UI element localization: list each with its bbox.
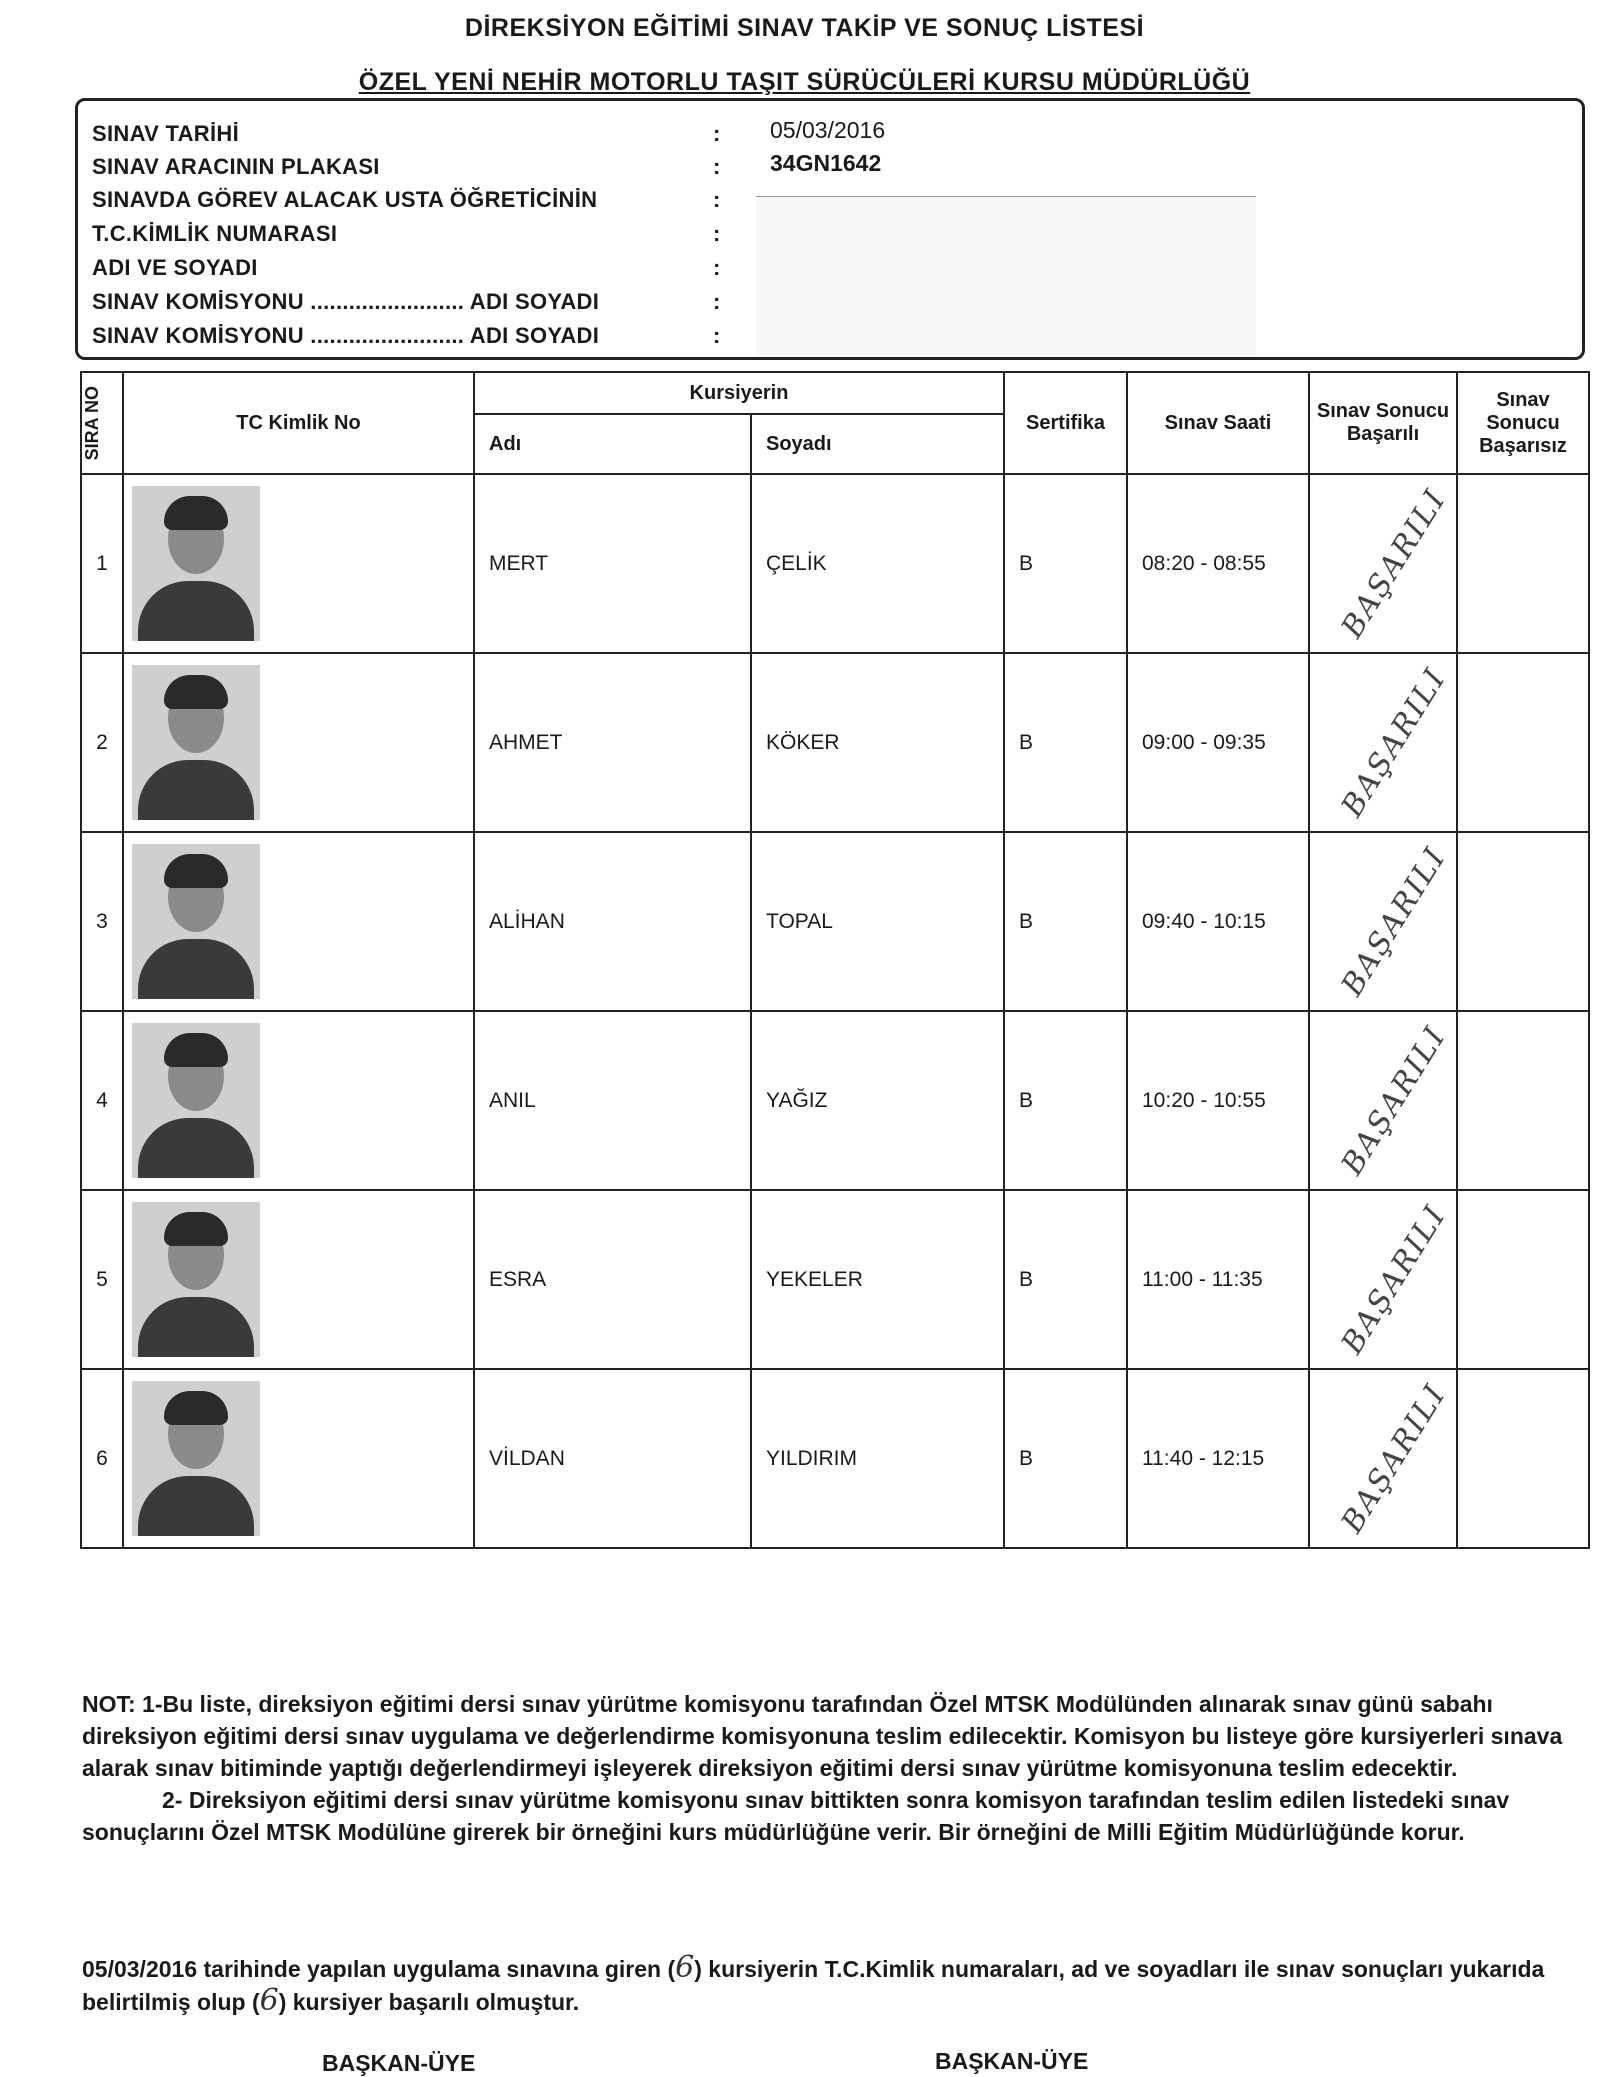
info-colon: : [713, 255, 721, 280]
header-sinav-saati: Sınav Saati [1127, 372, 1309, 474]
handwritten-result: BAŞARILI [1334, 1198, 1454, 1361]
cell-basarili [1309, 1011, 1457, 1190]
cell-photo [123, 1369, 474, 1548]
note-section [82, 1688, 1582, 1848]
header-sertifika: Sertifika [1004, 372, 1127, 474]
cell-photo [123, 474, 474, 653]
cell-sira-no: 4 [81, 1011, 123, 1190]
cell-adi: ALİHAN [474, 832, 751, 1011]
cell-sinav-saati: 10:20 - 10:55 [1127, 1011, 1309, 1190]
cell-basarili [1309, 832, 1457, 1011]
student-photo [132, 1202, 260, 1357]
header-adi: Adı [474, 414, 751, 474]
signature-right-label: BAŞKAN-ÜYE [935, 2048, 1089, 2074]
info-colon: : [713, 187, 721, 212]
cell-sinav-saati: 09:00 - 09:35 [1127, 653, 1309, 832]
redacted-area [756, 196, 1256, 355]
handwritten-result: BAŞARILI [1334, 661, 1454, 824]
info-label: SINAV ARACININ PLAKASI [92, 154, 380, 179]
cell-sinav-saati: 11:00 - 11:35 [1127, 1190, 1309, 1369]
cell-sertifika: B [1004, 1190, 1127, 1369]
student-photo [132, 486, 260, 641]
cell-photo [123, 1190, 474, 1369]
header-soyadi: Soyadı [751, 414, 1004, 474]
signature-left-label: BAŞKAN-ÜYE [322, 2050, 476, 2076]
document-subtitle: ÖZEL YENİ NEHİR MOTORLU TAŞIT SÜRÜCÜLERİ KURSU MÜDÜRLÜĞÜ [358, 68, 1251, 96]
handwritten-result: BAŞARILI [1334, 1377, 1454, 1540]
handwritten-result: BAŞARILI [1334, 482, 1454, 645]
cell-sertifika: B [1004, 474, 1127, 653]
header-basarili: Sınav Sonucu Başarılı [1309, 372, 1457, 474]
note-paragraph-2: 2- Direksiyon eğitimi dersi sınav yürütme komisyonu sınav bittikten sonra komisyon tarafından teslim edilen listedeki sınav sonuçlarını Özel MTSK Modülüne girerek bir örneğini kurs müdürlüğüne verir. Bir örneğini de Milli Eğitim Müdürlüğünde korur. [82, 1787, 1510, 1845]
handwritten-count-1: 6 [675, 1950, 695, 1985]
cell-soyadi: YILDIRIM [751, 1369, 1004, 1548]
info-colon: : [713, 154, 721, 179]
info-label: SINAV TARİHİ [92, 121, 240, 146]
cell-adi: ANIL [474, 1011, 751, 1190]
info-label: ADI VE SOYADI [92, 255, 258, 280]
header-tc-kimlik: TC Kimlik No [123, 372, 474, 474]
cell-soyadi: KÖKER [751, 653, 1004, 832]
table-row [81, 1011, 1589, 1190]
info-label: SINAVDA GÖREV ALACAK USTA ÖĞRETİCİNİN [92, 187, 598, 212]
info-colon: : [713, 121, 721, 146]
cell-sira-no: 5 [81, 1190, 123, 1369]
cell-sertifika: B [1004, 832, 1127, 1011]
exam-info-box [75, 98, 1585, 360]
table-row [81, 1190, 1589, 1369]
cell-photo [123, 653, 474, 832]
cell-basarili [1309, 1190, 1457, 1369]
cell-photo [123, 832, 474, 1011]
student-photo [132, 844, 260, 999]
header-kursiyerin: Kursiyerin [474, 372, 1004, 414]
cell-basarili [1309, 1369, 1457, 1548]
cell-sira-no: 1 [81, 474, 123, 653]
info-label: SINAV KOMİSYONU ........................ ADI SOYADI [92, 289, 600, 314]
student-photo [132, 665, 260, 820]
table-row [81, 474, 1589, 653]
note-paragraph-1: NOT: 1-Bu liste, direksiyon eğitimi dersi sınav yürütme komisyonu tarafından Özel MTSK Modülünden alınarak sınav günü sabahı direksiyon eğitimi dersi sınav uygulama ve değerlendirme komisyonuna teslim edilecektir. Komisyon bu listeye göre kursiyerleri sınava alarak sınav bitiminde yaptığı değerlendirmeyi işleyerek direksiyon eğitimi dersi sınav yürütme komisyonuna teslim edecektir. [82, 1691, 1563, 1781]
cell-adi: MERT [474, 474, 751, 653]
info-label: SINAV KOMİSYONU ........................ ADI SOYADI [92, 323, 600, 348]
cell-sertifika: B [1004, 653, 1127, 832]
table-row [81, 832, 1589, 1011]
cell-basarisiz [1457, 653, 1589, 832]
cell-soyadi: ÇELİK [751, 474, 1004, 653]
cell-sira-no: 6 [81, 1369, 123, 1548]
cell-soyadi: YAĞIZ [751, 1011, 1004, 1190]
summary-statement: 05/03/2016 tarihinde yapılan uygulama sınavına giren (6) kursiyerin T.C.Kimlik numaraları, ad ve soyadları ile sınav sonuçları yukarıda belirtilmiş olup (6) kursiyer başarılı olmuştur. [82, 1950, 1545, 2018]
document-title: DİREKSİYON EĞİTİMİ SINAV TAKİP VE SONUÇ LİSTESİ [464, 14, 1145, 42]
cell-sertifika: B [1004, 1011, 1127, 1190]
handwritten-result: BAŞARILI [1334, 1019, 1454, 1182]
cell-soyadi: YEKELER [751, 1190, 1004, 1369]
cell-sira-no: 2 [81, 653, 123, 832]
cell-sertifika: B [1004, 1369, 1127, 1548]
cell-photo [123, 1011, 474, 1190]
exam-results-table [80, 371, 1590, 1549]
table-row [81, 653, 1589, 832]
student-photo [132, 1023, 260, 1178]
cell-basarisiz [1457, 474, 1589, 653]
header-sira-no: SIRA NO [81, 372, 123, 474]
cell-basarisiz [1457, 832, 1589, 1011]
cell-sira-no: 3 [81, 832, 123, 1011]
info-colon: : [713, 289, 721, 314]
student-photo [132, 1381, 260, 1536]
cell-sinav-saati: 11:40 - 12:15 [1127, 1369, 1309, 1548]
cell-sinav-saati: 08:20 - 08:55 [1127, 474, 1309, 653]
cell-basarisiz [1457, 1369, 1589, 1548]
header-basarisiz: Sınav Sonucu Başarısız [1457, 372, 1589, 474]
info-colon: : [713, 323, 721, 348]
cell-adi: VİLDAN [474, 1369, 751, 1548]
info-label: T.C.KİMLİK NUMARASI [92, 221, 338, 246]
cell-adi: ESRA [474, 1190, 751, 1369]
info-colon: : [713, 221, 721, 246]
cell-soyadi: TOPAL [751, 832, 1004, 1011]
cell-basarisiz [1457, 1011, 1589, 1190]
cell-adi: AHMET [474, 653, 751, 832]
table-row [81, 1369, 1589, 1548]
handwritten-count-2: 6 [259, 1983, 279, 2018]
cell-sinav-saati: 09:40 - 10:15 [1127, 832, 1309, 1011]
info-value: 05/03/2016 [770, 117, 886, 143]
cell-basarili [1309, 474, 1457, 653]
handwritten-result: BAŞARILI [1334, 840, 1454, 1003]
cell-basarisiz [1457, 1190, 1589, 1369]
cell-basarili [1309, 653, 1457, 832]
info-value: 34GN1642 [770, 150, 882, 176]
